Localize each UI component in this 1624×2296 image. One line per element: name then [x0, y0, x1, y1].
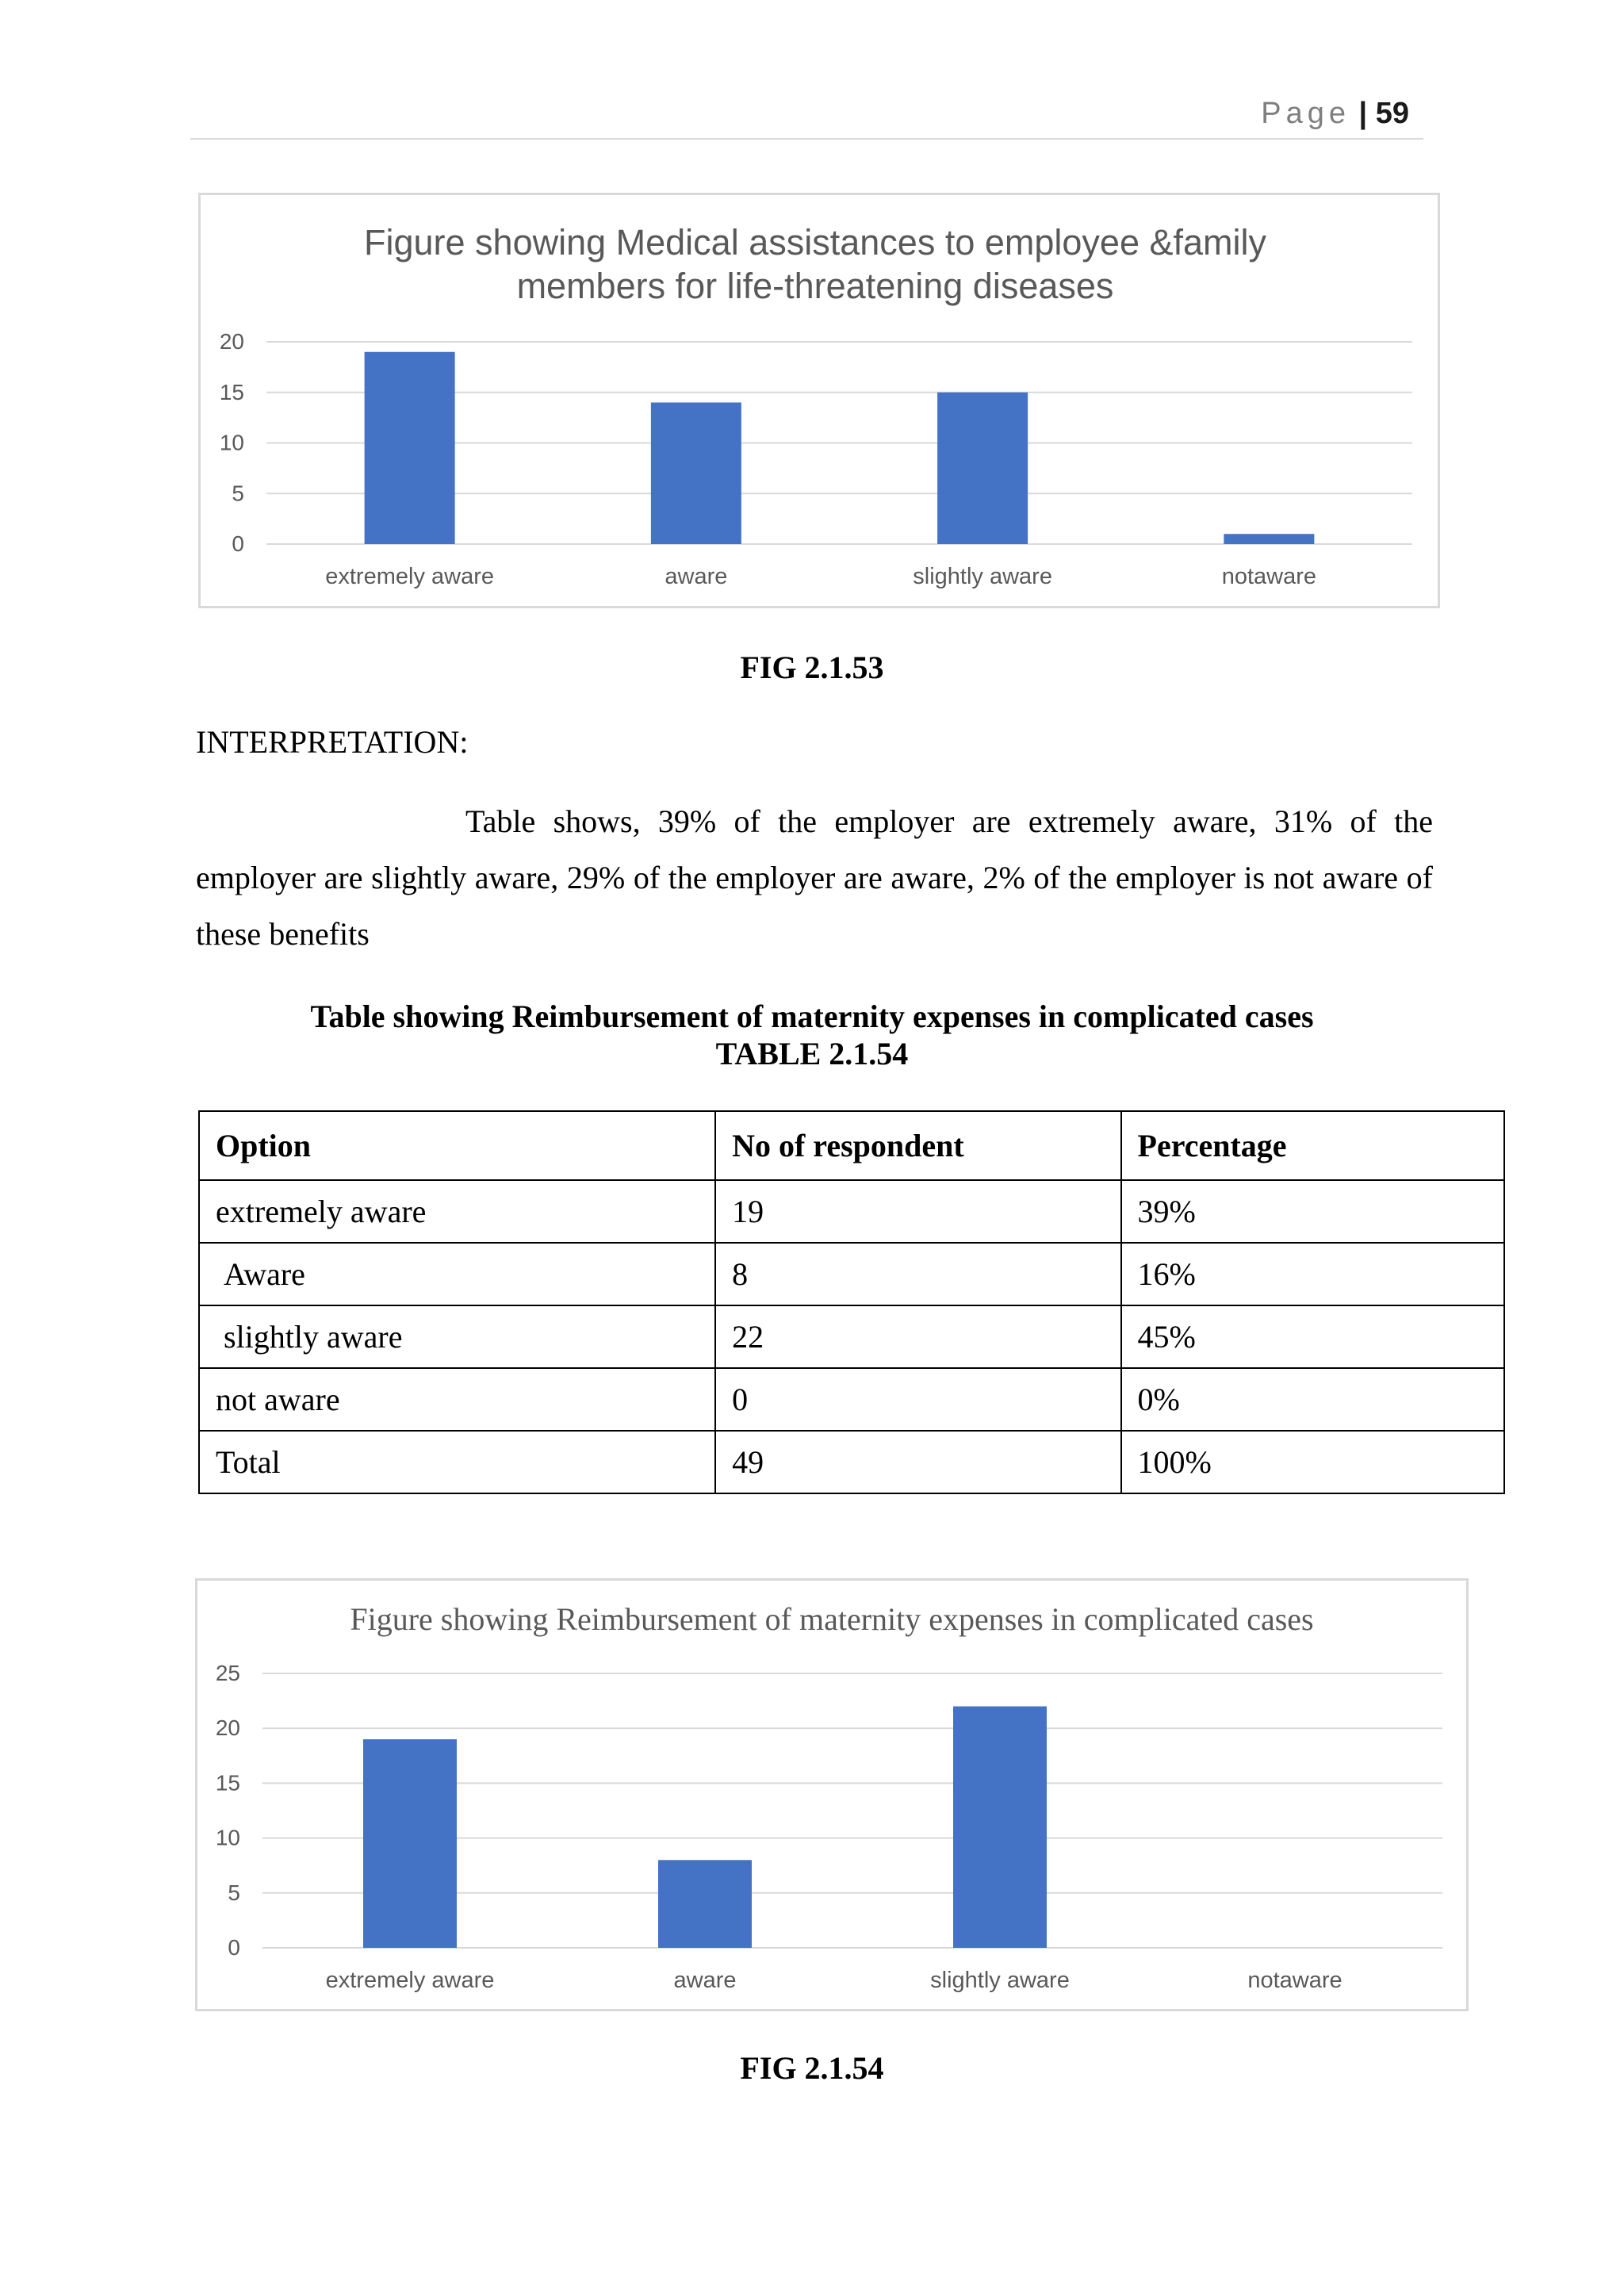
chart-figure-54 [195, 1578, 1469, 2011]
chart-53-y-tick-label: 20 [219, 329, 244, 354]
table-row [199, 1368, 1504, 1431]
interpretation-heading: INTERPRETATION: [196, 724, 469, 760]
chart-53-svg [201, 195, 1438, 606]
page-number: 59 [1375, 97, 1409, 130]
table-cell: 0% [1121, 1368, 1504, 1431]
table-header-cell: Option [199, 1111, 715, 1180]
chart-54-x-tick-label: slightly aware [930, 1968, 1070, 1993]
table-cell: 22 [715, 1305, 1120, 1368]
chart-53-title-line: Figure showing Medical assistances to employee &family [363, 222, 1267, 263]
table-cell: extremely aware [199, 1180, 715, 1243]
table-54-label: TABLE 2.1.54 [715, 1036, 909, 1071]
page-word: Page [1261, 97, 1350, 130]
table-cell: 39% [1121, 1180, 1504, 1243]
table-cell: 49 [715, 1431, 1120, 1493]
chart-figure-53 [198, 193, 1440, 608]
table-header-row [199, 1111, 1504, 1180]
chart-54-bar [953, 1707, 1047, 1948]
table-54-title: Table showing Reimbursement of maternity expenses in complicated cases [310, 999, 1314, 1034]
chart-53-bar [651, 403, 741, 545]
table-row [199, 1305, 1504, 1368]
table-row [199, 1180, 1504, 1243]
table-cell: slightly aware [199, 1305, 715, 1368]
chart-53-bar [937, 393, 1028, 544]
table-header-cell: No of respondent [715, 1111, 1120, 1180]
chart-54-x-tick-label: extremely aware [325, 1968, 495, 1993]
table-header-cell: Percentage [1121, 1111, 1504, 1180]
chart-53-y-tick-label: 0 [232, 531, 244, 556]
chart-54-x-tick-label: notaware [1247, 1968, 1342, 1993]
chart-54-bar [363, 1739, 457, 1948]
chart-54-y-tick-label: 25 [215, 1661, 240, 1685]
chart-54-y-tick-label: 10 [215, 1825, 240, 1850]
chart-54-bar [658, 1860, 752, 1948]
table-cell: 45% [1121, 1305, 1504, 1368]
chart-54-x-tick-label: aware [673, 1968, 737, 1993]
interpretation-text: Table shows, 39% of the employer are extremely aware, 31% of the employer are slightly aware, 29% of the employer are aware, 2% of the employer is not aware of these benefits [196, 803, 1433, 952]
chart-53-bar [1224, 534, 1314, 544]
page-header [190, 94, 1423, 140]
table-54 [198, 1110, 1505, 1494]
table-cell: 100% [1121, 1431, 1504, 1493]
table-cell: 8 [715, 1243, 1120, 1305]
table-cell: Aware [199, 1243, 715, 1305]
chart-53-x-tick-label: extremely aware [325, 564, 494, 589]
chart-54-y-tick-label: 5 [228, 1880, 240, 1905]
chart-53-bar [365, 352, 455, 544]
chart-54-y-tick-label: 0 [228, 1935, 240, 1960]
chart-53-x-tick-label: aware [665, 564, 728, 589]
chart-53-y-tick-label: 5 [232, 481, 244, 506]
chart-53-y-tick-label: 15 [219, 379, 244, 404]
chart-53-y-tick-label: 10 [219, 430, 244, 455]
table-cell: 16% [1121, 1243, 1504, 1305]
chart-53-x-tick-label: notaware [1221, 564, 1317, 589]
figure-54-caption: FIG 2.1.54 [740, 2050, 884, 2086]
figure-53-caption: FIG 2.1.53 [740, 650, 884, 685]
table-row [199, 1243, 1504, 1305]
chart-54-y-tick-label: 20 [215, 1715, 240, 1741]
table-cell: not aware [199, 1368, 715, 1431]
chart-54-title-line: Figure showing Reimbursement of maternity expenses in complicated cases [350, 1601, 1314, 1637]
table-cell: 19 [715, 1180, 1120, 1243]
chart-54-svg [197, 1581, 1466, 2009]
page-separator: | [1350, 97, 1376, 130]
page-number-label [1261, 97, 1409, 131]
chart-54-y-tick-label: 15 [215, 1770, 240, 1796]
table-row [199, 1431, 1504, 1493]
table-cell: Total [199, 1431, 715, 1493]
table-cell: 0 [715, 1368, 1120, 1431]
chart-53-title-line: members for life-threatening diseases [516, 266, 1114, 306]
chart-53-x-tick-label: slightly aware [913, 564, 1052, 589]
